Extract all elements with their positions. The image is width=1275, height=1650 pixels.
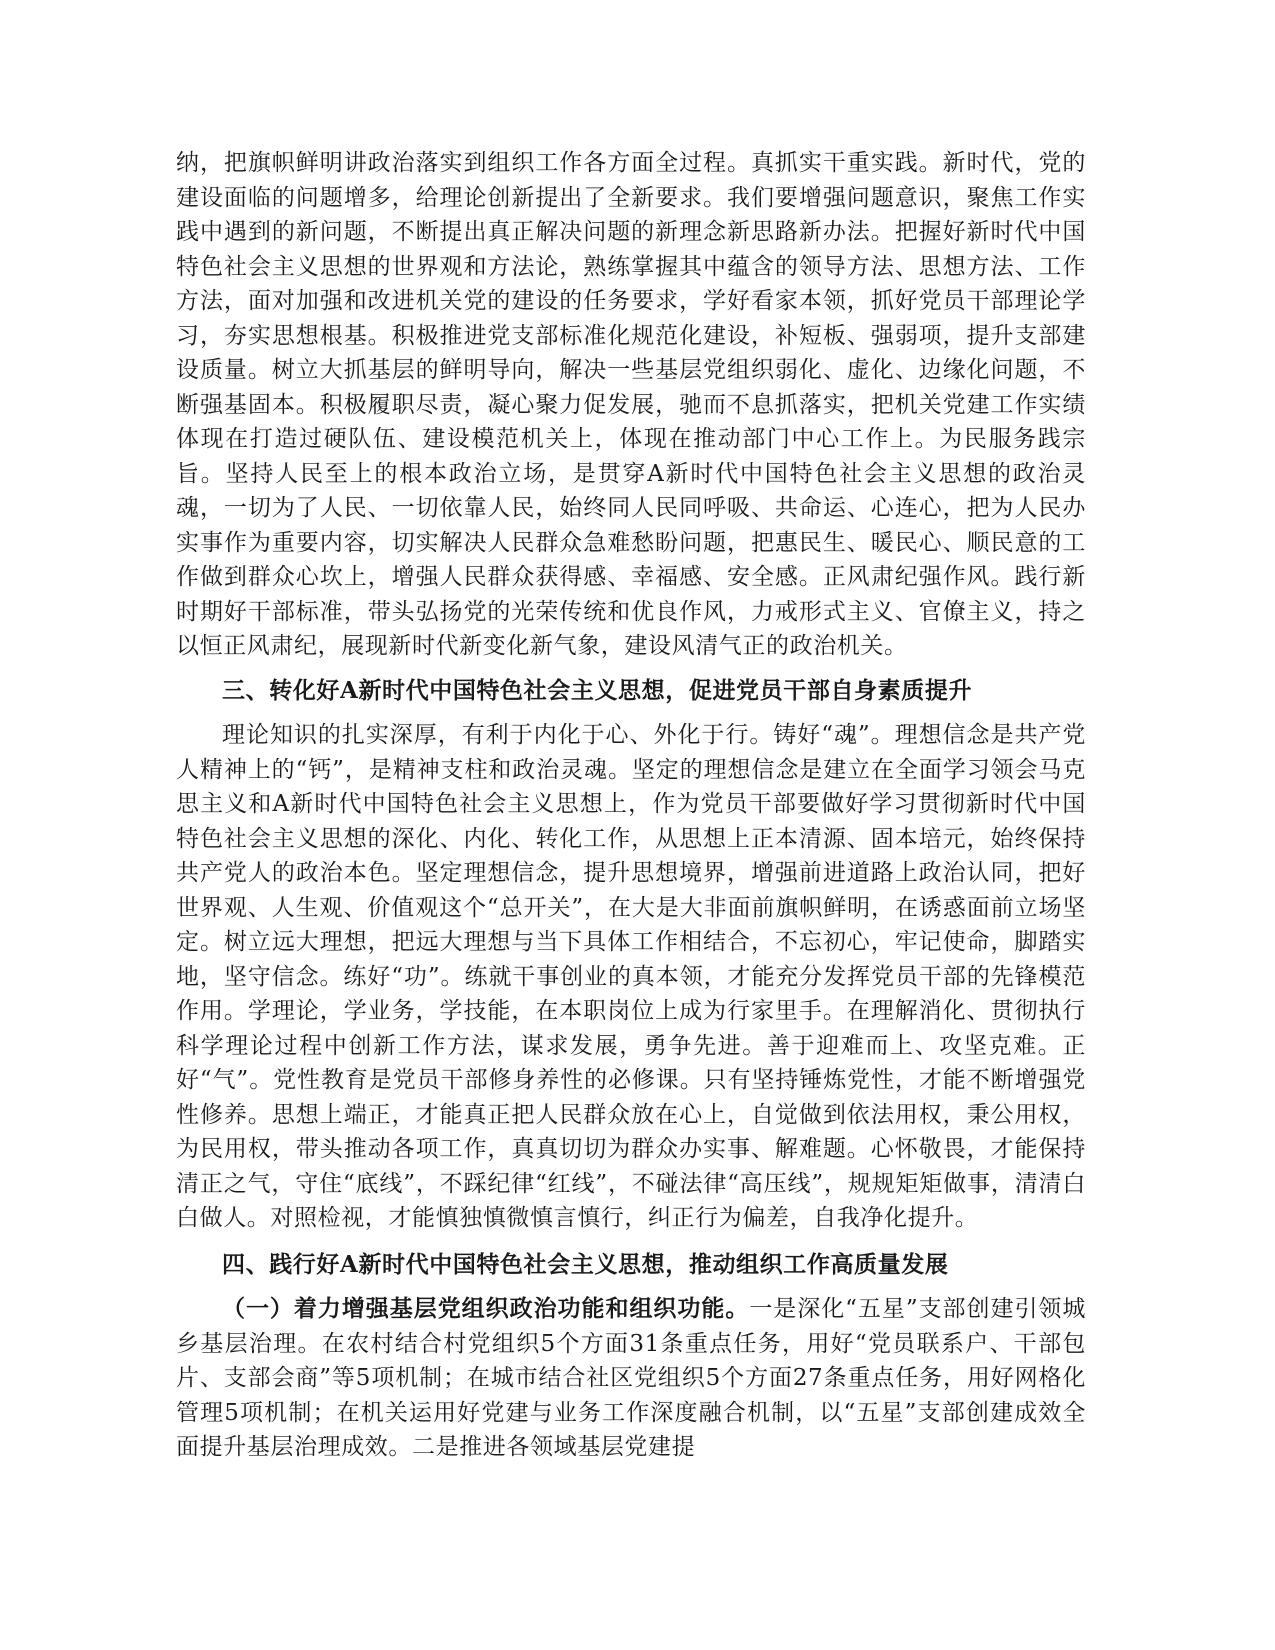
subsection-lead-bold: （一）着力增强基层党组织政治功能和组织功能。 <box>222 1295 750 1322</box>
subsection-body-text: 一是深化“五星”支部创建引领城乡基层治理。在农村结合村党组织5个方面31条重点任务，用好“党员联系户、干部包片、支部会商”等5项机制；在城市结合社区党组织5个方面27条重点任务，用好网格化管理5项机制；在机关运用好党建与业务工作深度融合机制，以“五星”支部创建成效全面提升基层治理成效。二是推进各领域基层党建提 <box>176 1296 1086 1460</box>
body-paragraph-section-3: 理论知识的扎实深厚，有利于内化于心、外化于行。铸好“魂”。理想信念是共产党人精神上的“钙”，是精神支柱和政治灵魂。坚定的理想信念是建立在全面学习领会马克思主义和A新时代中国特色社会主义思想上，作为党员干部要做好学习贯彻新时代中国特色社会主义思想的深化、内化、转化工作，从思想上正本清源、固本培元，始终保持共产党人的政治本色。坚定理想信念，提升思想境界，增强前进道路上政治认同，把好世界观、人生观、价值观这个“总开关”，在大是大非面前旗帜鲜明，在诱惑面前立场坚定。树立远大理想，把远大理想与当下具体工作相结合，不忘初心，牢记使命，脚踏实地，坚守信念。练好“功”。练就干事创业的真本领，才能充分发挥党员干部的先锋模范作用。学理论，学业务，学技能，在本职岗位上成为行家里手。在理解消化、贯彻执行科学理论过程中创新工作方法，谋求发展，勇争先进。善于迎难而上、攻坚克难。正好“气”。党性教育是党员干部修身养性的必修课。只有坚持锤炼党性，才能不断增强党性修养。思想上端正，才能真正把人民群众放在心上，自觉做到依法用权，秉公用权，为民用权，带头推动各项工作，真真切切为群众办实事、解难题。心怀敬畏，才能保持清正之气，守住“底线”，不踩纪律“红线”，不碰法律“高压线”，规规矩矩做事，清清白白做人。对照检视，才能慎独慎微慎言慎行，纠正行为偏差，自我净化提升。 <box>176 722 1086 1231</box>
body-paragraph-section-4 <box>176 1292 1086 1465</box>
section-heading-3: 三、转化好A新时代中国特色社会主义思想，促进党员干部自身素质提升 <box>222 676 973 704</box>
body-paragraph-continuation: 纳，把旗帜鲜明讲政治落实到组织工作各方面全过程。真抓实干重实践。新时代，党的建设面临的问题增多，给理论创新提出了全新要求。我们要增强问题意识，聚焦工作实践中遇到的新问题，不断提出真正解决问题的新理念新思路新办法。把握好新时代中国特色社会主义思想的世界观和方法论，熟练掌握其中蕴含的领导方法、思想方法、工作方法，面对加强和改进机关党的建设的任务要求，学好看家本领，抓好党员干部理论学习，夯实思想根基。积极推进党支部标准化规范化建设，补短板、强弱项，提升支部建设质量。树立大抓基层的鲜明导向，解决一些基层党组织弱化、虚化、边缘化问题，不断强基固本。积极履职尽责，凝心聚力促发展，驰而不息抓落实，把机关党建工作实绩体现在打造过硬队伍、建设模范机关上，体现在推动部门中心工作上。为民服务践宗旨。坚持人民至上的根本政治立场，是贯穿A新时代中国特色社会主义思想的政治灵魂，一切为了人民、一切依靠人民，始终同人民同呼吸、共命运、心连心，把为人民办实事作为重要内容，切实解决人民群众急难愁盼问题，把惠民生、暖民心、顺民意的工作做到群众心坎上，增强人民群众获得感、幸福感、安全感。正风肃纪强作风。践行新时期好干部标准，带头弘扬党的光荣传统和优良作风，力戒形式主义、官僚主义，持之以恒正风肃纪，展现新时代新变化新气象，建设风清气正的政治机关。 <box>176 150 1086 659</box>
document-page <box>176 146 1086 1465</box>
section-heading-4: 四、践行好A新时代中国特色社会主义思想，推动组织工作高质量发展 <box>222 1250 949 1278</box>
